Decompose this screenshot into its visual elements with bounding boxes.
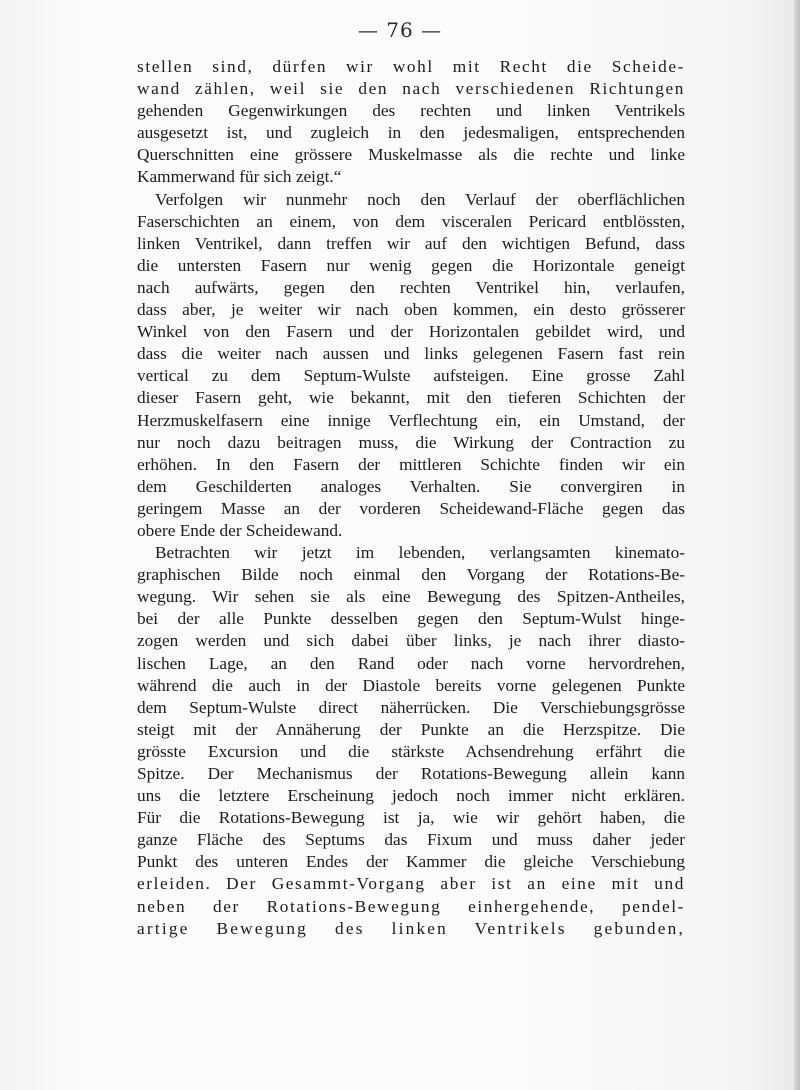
text-line: wegung. Wir sehen sie als eine Bewegung des Spitzen-Antheiles, [137,587,685,607]
text-line: Kammerwand für sich zeigt.“ [137,167,342,187]
text-line: bei der alle Punkte desselben gegen den Septum-Wulst hinge- [137,609,685,629]
text-line: artige Bewegung des linken Ventrikels gebunden, [137,918,685,938]
text-line: die untersten Fasern nur wenig gegen die Horizontale geneigt [137,255,685,275]
text-line: zogen werden und sich dabei über links, je nach ihrer diasto- [137,631,685,651]
text-line: ausgesetzt ist, und zugleich in den jedesmaligen, entsprechenden [137,123,685,143]
text-line: stellen sind, dürfen wir wohl mit Recht die Scheide- [137,57,685,76]
text-line: dass aber, je weiter wir nach oben kommen, ein desto grösserer [137,300,685,320]
text-line: nur noch dazu beitragen muss, die Wirkung der Contraction zu [137,432,685,452]
text-line: graphischen Bilde noch einmal den Vorgang der Rotations-Be- [137,565,685,585]
text-line: Faserschichten an einem, von dem visceralen Pericard entblössten, [137,211,685,231]
text-line: dieser Fasern geht, wie bekannt, mit den tieferen Schichten der [137,388,685,408]
text-line: geringem Masse an der vorderen Scheidewand-Fläche gegen das [137,498,685,518]
text-line: Punkt des unteren Endes der Kammer die gleiche Verschiebung [137,852,685,872]
text-line: vertical zu dem Septum-Wulste aufsteigen. Eine grosse Zahl [137,366,685,386]
text-line: Verfolgen wir nunmehr noch den Verlauf der oberflächlichen [155,189,685,209]
text-line: dass die weiter nach aussen und links gelegenen Fasern fast rein [137,344,685,364]
page-edge-shadow [794,0,800,1090]
text-line: uns die letztere Erscheinung jedoch noch immer nicht erklären. [137,786,685,806]
text-line: Für die Rotations-Bewegung ist ja, wie wir gehört haben, die [137,808,685,828]
text-line: Herzmuskelfasern eine innige Verflechtung ein, ein Umstand, der [137,410,685,430]
text-line: Winkel von den Fasern und der Horizontalen gebildet wird, und [137,322,685,342]
text-line: gehenden Gegenwirkungen des rechten und linken Ventrikels [137,101,685,121]
text-line: während die auch in der Diastole bereits vorne gelegenen Punkte [137,675,685,695]
text-line: steigt mit der Annäherung der Punkte an die Herzspitze. Die [137,719,685,739]
text-line: dem Geschilderten analoges Verhalten. Sie convergiren in [137,476,685,496]
text-line: Betrachten wir jetzt im lebenden, verlangsamten kinemato- [155,543,685,563]
text-line: neben der Rotations-Bewegung einhergehende, pendel- [137,896,685,916]
text-line: erhöhen. In den Fasern der mittleren Schichte finden wir ein [137,454,685,474]
text-line: Querschnitten eine grössere Muskelmasse als die rechte und linke [137,145,685,165]
text-line: Spitze. Der Mechanismus der Rotations-Bewegung allein kann [137,764,685,783]
text-line: wand zählen, weil sie den nach verschiedenen Richtungen [137,79,685,99]
text-line: linken Ventrikel, dann treffen wir auf den wichtigen Befund, dass [137,233,685,253]
text-line: ganze Fläche des Septums das Fixum und muss daher jeder [137,830,685,850]
text-line: obere Ende der Scheidewand. [137,520,343,540]
text-line: grösste Excursion und die stärkste Achsendrehung erfährt die [137,741,685,761]
page-number: — 76 — [357,18,443,42]
text-line: lischen Lage, an den Rand oder nach vorne hervordrehen, [137,653,685,673]
body-text [137,56,685,940]
text-line: dem Septum-Wulste direct näherrücken. Die Verschiebungsgrösse [137,697,685,717]
text-line: nach aufwärts, gegen den rechten Ventrikel hin, verlaufen, [137,277,685,297]
text-line: erleiden. Der Gesammt-Vorgang aber ist an eine mit und [137,874,685,894]
